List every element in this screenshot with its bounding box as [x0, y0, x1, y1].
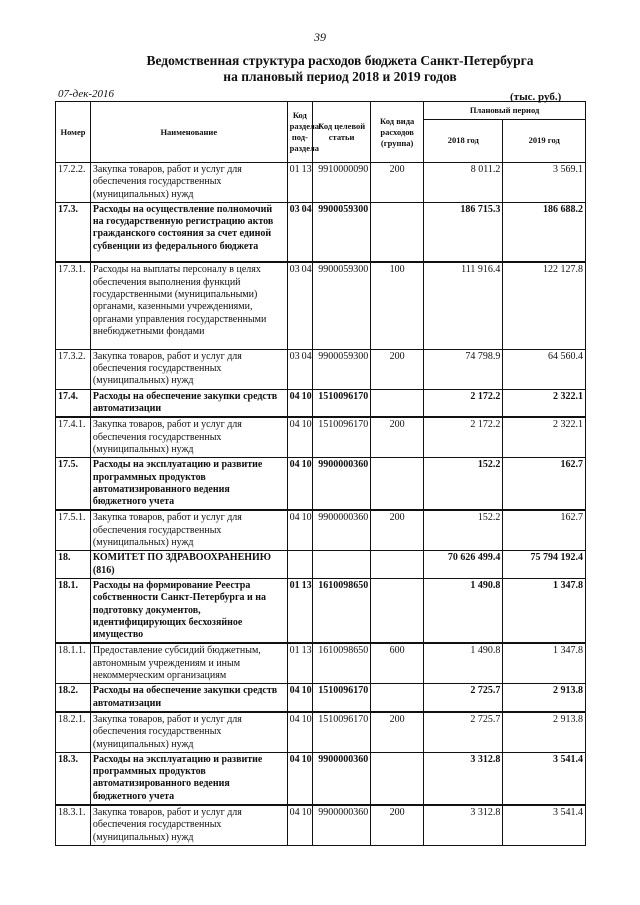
- row-target-code: [313, 551, 371, 579]
- subsection-code: 10: [301, 806, 312, 818]
- row-number: 18.3.: [56, 752, 91, 805]
- units-label: (тыс. руб.): [510, 91, 562, 103]
- table-row: [56, 551, 586, 579]
- header-target-code: Код целевой статьи: [313, 102, 371, 163]
- document-date: 07-дек-2016: [58, 88, 115, 100]
- title-line-2: на плановый период 2018 и 2019 годов: [223, 69, 457, 84]
- row-name: Расходы на эксплуатацию и развитие программных продуктов автоматизированного ведения бюджетного учета: [90, 458, 287, 511]
- row-target-code: 1610098650: [313, 578, 371, 643]
- table-row: [56, 389, 586, 417]
- subsection-code: 10: [301, 512, 312, 524]
- row-name: Закупка товаров, работ и услуг для обеспечения государственных (муниципальных) нужд: [90, 805, 287, 845]
- subsection-code: 10: [301, 390, 312, 402]
- header-type-code: Код вида расходов (группа): [371, 102, 424, 163]
- row-number: 18.2.1.: [56, 712, 91, 752]
- row-amount-2019: 2 913.8: [503, 712, 586, 752]
- row-number: 17.4.1.: [56, 417, 91, 457]
- row-section-code: [287, 262, 312, 349]
- row-type-code: 200: [371, 417, 424, 457]
- section-code: 04: [289, 685, 300, 697]
- subsection-code: 10: [301, 753, 312, 765]
- row-section-code: [287, 458, 312, 511]
- row-amount-2019: 162.7: [503, 510, 586, 550]
- row-amount-2019: 64 560.4: [503, 349, 586, 389]
- row-amount-2018: 3 312.8: [424, 805, 503, 845]
- row-name: Закупка товаров, работ и услуг для обеспечения государственных (муниципальных) нужд: [90, 510, 287, 550]
- row-target-code: 9900000360: [313, 752, 371, 805]
- row-target-code: 9900059300: [313, 349, 371, 389]
- row-amount-2018: 3 312.8: [424, 752, 503, 805]
- row-type-code: [371, 202, 424, 262]
- header-number: Номер: [56, 102, 91, 163]
- row-amount-2018: 2 172.2: [424, 417, 503, 457]
- row-type-code: 200: [371, 712, 424, 752]
- row-name: Закупка товаров, работ и услуг для обеспечения государственных (муниципальных) нужд: [90, 163, 287, 203]
- section-code: 03: [289, 350, 300, 362]
- row-section-code: [287, 510, 312, 550]
- row-name: Расходы на формирование Реестра собственности Санкт-Петербурга и на подготовку документов, идентифицирующих бесхозяйное имущество: [90, 578, 287, 643]
- row-type-code: [371, 684, 424, 712]
- header-year-2019: 2019 год: [503, 119, 586, 162]
- subsection-code: 04: [301, 203, 312, 215]
- row-type-code: 200: [371, 349, 424, 389]
- row-section-code: [287, 551, 312, 579]
- table-row: [56, 163, 586, 203]
- row-number: 18.3.1.: [56, 805, 91, 845]
- row-target-code: 1510096170: [313, 417, 371, 457]
- row-name: Закупка товаров, работ и услуг для обеспечения государственных (муниципальных) нужд: [90, 349, 287, 389]
- section-code: 03: [289, 264, 300, 276]
- table-row: [56, 417, 586, 457]
- row-amount-2018: 1 490.8: [424, 578, 503, 643]
- row-amount-2019: 162.7: [503, 458, 586, 511]
- row-amount-2019: 2 322.1: [503, 389, 586, 417]
- subsection-code: 04: [301, 264, 312, 276]
- row-amount-2019: 3 541.4: [503, 805, 586, 845]
- row-amount-2019: 186 688.2: [503, 202, 586, 262]
- row-section-code: [287, 712, 312, 752]
- row-amount-2018: 2 172.2: [424, 389, 503, 417]
- section-code: 04: [289, 512, 300, 524]
- row-type-code: [371, 458, 424, 511]
- row-section-code: [287, 752, 312, 805]
- table-row: [56, 349, 586, 389]
- row-section-code: [287, 417, 312, 457]
- row-section-code: [287, 643, 312, 683]
- row-amount-2019: 75 794 192.4: [503, 551, 586, 579]
- row-number: 17.5.1.: [56, 510, 91, 550]
- row-section-code: [287, 805, 312, 845]
- row-target-code: 1510096170: [313, 684, 371, 712]
- row-number: 17.4.: [56, 389, 91, 417]
- section-code: 01: [289, 579, 300, 591]
- row-name: Предоставление субсидий бюджетным, автономным учреждениям и иным некоммерческим организациям: [90, 643, 287, 683]
- row-amount-2019: 1 347.8: [503, 643, 586, 683]
- table-row: [56, 578, 586, 643]
- header-name: Наименование: [90, 102, 287, 163]
- row-amount-2019: 1 347.8: [503, 578, 586, 643]
- row-section-code: [287, 202, 312, 262]
- row-target-code: 1510096170: [313, 712, 371, 752]
- header-year-2018: 2018 год: [424, 119, 503, 162]
- row-amount-2018: 2 725.7: [424, 684, 503, 712]
- row-name: КОМИТЕТ ПО ЗДРАВООХРАНЕНИЮ (816): [90, 551, 287, 579]
- row-section-code: [287, 389, 312, 417]
- subsection-code: 10: [301, 713, 312, 725]
- row-number: 18.1.1.: [56, 643, 91, 683]
- row-amount-2018: 74 798.9: [424, 349, 503, 389]
- subsection-code: 13: [301, 579, 312, 591]
- table-row: [56, 202, 586, 262]
- row-amount-2018: 2 725.7: [424, 712, 503, 752]
- row-target-code: 9900000360: [313, 510, 371, 550]
- section-code: 04: [289, 806, 300, 818]
- row-number: 17.5.: [56, 458, 91, 511]
- section-code: 04: [289, 753, 300, 765]
- row-type-code: 200: [371, 805, 424, 845]
- header-planning-period: Плановый период: [424, 102, 586, 120]
- row-name: Расходы на осуществление полномочий на государственную регистрацию актов гражданского состояния за счет единой субвенции из федерального бюджета: [90, 202, 287, 262]
- subsection-code: 10: [301, 685, 312, 697]
- row-section-code: [287, 349, 312, 389]
- row-number: 18.1.: [56, 578, 91, 643]
- row-target-code: 9900059300: [313, 262, 371, 349]
- row-amount-2018: 70 626 499.4: [424, 551, 503, 579]
- row-number: 17.3.: [56, 202, 91, 262]
- row-amount-2018: 111 916.4: [424, 262, 503, 349]
- row-amount-2019: 2 913.8: [503, 684, 586, 712]
- row-target-code: 9900059300: [313, 202, 371, 262]
- row-amount-2018: 152.2: [424, 458, 503, 511]
- title-line-1: Ведомственная структура расходов бюджета Санкт-Петербурга: [146, 53, 534, 68]
- row-amount-2018: 1 490.8: [424, 643, 503, 683]
- row-type-code: 200: [371, 510, 424, 550]
- row-name: Расходы на обеспечение закупки средств автоматизации: [90, 684, 287, 712]
- row-name: Расходы на выплаты персоналу в целях обеспечения выполнения функций государственными (муниципальными) органами, казенными учреждениями, органами управления государственными внебюджетными фондами: [90, 262, 287, 349]
- row-type-code: 600: [371, 643, 424, 683]
- subsection-code: 13: [301, 645, 312, 657]
- header-section-code: Код раздела/ под-раздела: [287, 102, 312, 163]
- section-code: 04: [289, 459, 300, 471]
- row-section-code: [287, 684, 312, 712]
- row-amount-2019: 3 541.4: [503, 752, 586, 805]
- page-number: 39: [314, 30, 326, 44]
- row-number: 18.2.: [56, 684, 91, 712]
- table-body: [56, 163, 586, 846]
- row-section-code: [287, 163, 312, 203]
- row-name: Закупка товаров, работ и услуг для обеспечения государственных (муниципальных) нужд: [90, 417, 287, 457]
- row-section-code: [287, 578, 312, 643]
- subsection-code: 04: [301, 350, 312, 362]
- section-code: 04: [289, 713, 300, 725]
- row-amount-2019: 3 569.1: [503, 163, 586, 203]
- row-amount-2018: 8 011.2: [424, 163, 503, 203]
- table-row: [56, 752, 586, 805]
- table-row: [56, 510, 586, 550]
- row-number: 17.2.2.: [56, 163, 91, 203]
- section-code: 04: [289, 419, 300, 431]
- row-amount-2018: 152.2: [424, 510, 503, 550]
- row-target-code: 9900000360: [313, 458, 371, 511]
- row-name: Расходы на эксплуатацию и развитие программных продуктов автоматизированного ведения бюджетного учета: [90, 752, 287, 805]
- table-row: [56, 262, 586, 349]
- row-name: Расходы на обеспечение закупки средств автоматизации: [90, 389, 287, 417]
- document-title: [60, 53, 620, 85]
- row-name: Закупка товаров, работ и услуг для обеспечения государственных (муниципальных) нужд: [90, 712, 287, 752]
- subsection-code: 10: [301, 419, 312, 431]
- section-code: 03: [289, 203, 300, 215]
- row-number: 17.3.2.: [56, 349, 91, 389]
- row-number: 17.3.1.: [56, 262, 91, 349]
- row-target-code: 1510096170: [313, 389, 371, 417]
- row-type-code: [371, 389, 424, 417]
- table-row: [56, 684, 586, 712]
- row-target-code: 9910000090: [313, 163, 371, 203]
- row-number: 18.: [56, 551, 91, 579]
- subsection-code: 10: [301, 459, 312, 471]
- section-code: 04: [289, 390, 300, 402]
- row-type-code: 200: [371, 163, 424, 203]
- row-type-code: [371, 578, 424, 643]
- row-amount-2019: 2 322.1: [503, 417, 586, 457]
- row-amount-2019: 122 127.8: [503, 262, 586, 349]
- table-row: [56, 643, 586, 683]
- subsection-code: 13: [301, 164, 312, 175]
- row-target-code: 9900000360: [313, 805, 371, 845]
- row-type-code: [371, 752, 424, 805]
- section-code: 01: [289, 164, 300, 175]
- section-code: 01: [289, 645, 300, 657]
- row-type-code: [371, 551, 424, 579]
- row-type-code: 100: [371, 262, 424, 349]
- table-row: [56, 458, 586, 511]
- row-target-code: 1610098650: [313, 643, 371, 683]
- row-amount-2018: 186 715.3: [424, 202, 503, 262]
- table-row: [56, 712, 586, 752]
- table-row: [56, 805, 586, 845]
- budget-table: [55, 101, 586, 846]
